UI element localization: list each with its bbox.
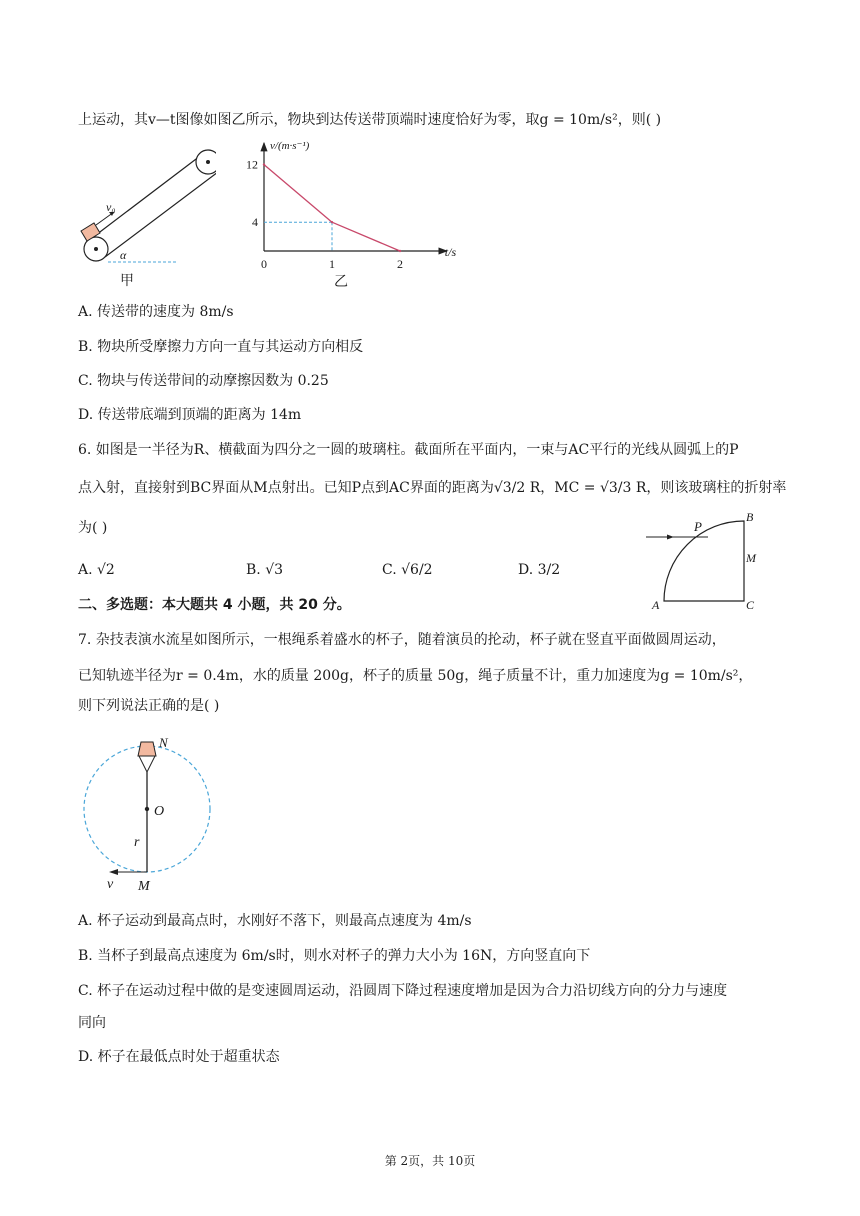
x-axis-label: t/s xyxy=(444,245,457,259)
alpha-label: α xyxy=(120,248,127,262)
quarter-circle-figure xyxy=(640,505,770,615)
point-a-label: A xyxy=(652,598,660,612)
q5-option-b: B. 物块所受摩擦力方向一直与其运动方向相反 xyxy=(78,339,364,355)
y-tick-label-4: 4 xyxy=(252,215,258,230)
cup-icon xyxy=(138,742,156,756)
data-point-1 xyxy=(331,221,333,223)
point-m-label-circle: M xyxy=(138,879,150,894)
point-m-label: M xyxy=(746,551,756,565)
q5-option-d: D. 传送带底端到顶端的距离为 14m xyxy=(78,407,302,423)
q6-option-b: B. √3 xyxy=(246,562,284,578)
page-footer: 第 2页，共 10页 xyxy=(384,1154,476,1168)
point-c-label: C xyxy=(746,598,755,612)
q5-option-a: A. 传送带的速度为 8m/s xyxy=(78,304,234,320)
q6-line1: 6. 如图是一半径为R、横截面为四分之一圆的玻璃柱。截面所在平面内，一束与AC平行的光线从圆弧上的P xyxy=(78,442,739,458)
y-axis-label: v/(m·s⁻¹) xyxy=(270,140,310,152)
glass-cross-section xyxy=(664,521,744,601)
q7-option-a: A. 杯子运动到最高点时，水刚好不落下，则最高点速度为 4m/s xyxy=(78,913,472,929)
q6-option-a: A. √2 xyxy=(78,562,115,578)
q6-line3: 为( ) xyxy=(78,520,108,536)
point-b-label: B xyxy=(746,510,754,524)
q7-option-c: C. 杯子在运动过程中做的是变速圆周运动，沿圆周下降过程速度增加是因为合力沿切线方向的分力与速度 xyxy=(78,983,728,999)
q5-stem-tail: 上运动，其v—t图像如图乙所示，物块到达传送带顶端时速度恰好为零，取g = 10m/s²，则( ) xyxy=(78,112,662,128)
water-meteor-figure xyxy=(76,726,226,894)
q7-option-c-cont: 同向 xyxy=(78,1015,106,1031)
q6-option-c: C. √6/2 xyxy=(382,562,433,578)
data-point-0 xyxy=(263,163,265,165)
y-tick-label-12: 12 xyxy=(246,157,258,172)
q7-option-b: B. 当杯子到最高点速度为 6m/s时，则水对杯子的弹力大小为 16N，方向竖直向下 xyxy=(78,948,591,964)
section-heading-multi-choice: 二、多选题：本大题共 4 小题，共 20 分。 xyxy=(78,597,351,613)
point-o-label: O xyxy=(154,804,165,819)
q6-option-d: D. 3/2 xyxy=(518,562,561,578)
x-tick-label-0: 0 xyxy=(261,257,267,271)
q7-line1: 7. 杂技表演水流星如图所示，一根绳系着盛水的杯子，随着演员的抡动，杯子就在竖直平面做圆周运动， xyxy=(78,632,726,648)
series-segment-1 xyxy=(332,222,400,251)
data-point-2 xyxy=(399,250,401,252)
radius-r-label: r xyxy=(134,835,140,850)
conveyor-belt-figure xyxy=(76,145,216,290)
v-t-chart xyxy=(240,140,480,292)
v0-label: v₀ xyxy=(106,200,116,214)
x-tick-label-1: 1 xyxy=(329,257,335,271)
belt-drawing xyxy=(84,150,216,261)
fig-caption-yi: 乙 xyxy=(334,275,348,290)
series-segment-0 xyxy=(264,165,332,223)
point-p-label: P xyxy=(694,519,702,534)
fig-caption-jia: 甲 xyxy=(120,274,134,289)
point-n-label: N xyxy=(159,735,168,750)
q7-line3: 则下列说法正确的是( ) xyxy=(78,698,220,714)
q7-line2: 已知轨迹半径为r = 0.4m，水的质量 200g，杯子的质量 50g，绳子质量不计，重力加速度为g = 10m/s²， xyxy=(78,668,753,684)
center-point xyxy=(145,807,149,811)
q5-option-c: C. 物块与传送带间的动摩擦因数为 0.25 xyxy=(78,373,329,389)
velocity-v-label: v xyxy=(107,877,114,892)
q6-line2: 点入射，直接射到BC界面从M点射出。已知P点到AC界面的距离为√3/2 R，MC = √3/3 R，则该玻璃柱的折射率 xyxy=(78,480,787,496)
x-tick-label-2: 2 xyxy=(397,257,403,271)
q7-option-d: D. 杯子在最低点时处于超重状态 xyxy=(78,1049,280,1065)
